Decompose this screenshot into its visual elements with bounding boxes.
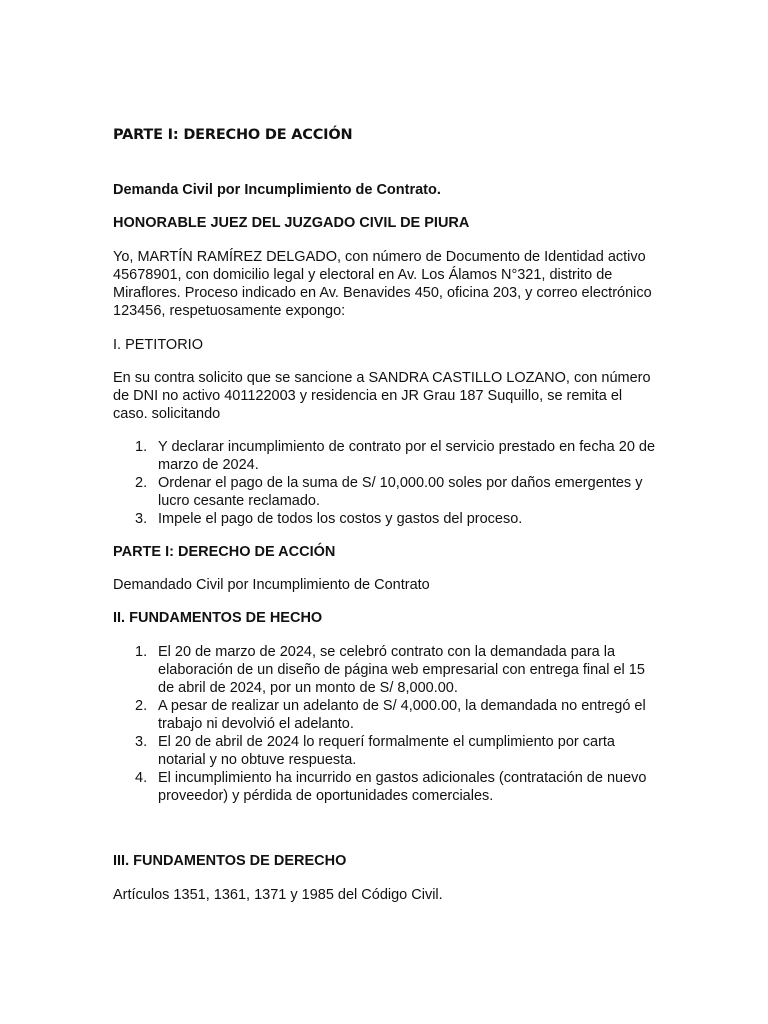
- list-item-number: 2.: [135, 698, 148, 714]
- list-item: [113, 769, 663, 805]
- fundamentos-hecho-heading: II. FUNDAMENTOS DE HECHO: [113, 610, 323, 626]
- fundamentos-derecho-heading: III. FUNDAMENTOS DE DERECHO: [113, 853, 347, 869]
- list-item-text: Ordenar el pago de la suma de S/ 10,000.00 soles por daños emergentes y lucro cesante reclamado.: [158, 475, 643, 509]
- section-heading-parte-1-repeat: PARTE I: DERECHO DE ACCIÓN: [113, 544, 336, 560]
- list-item-text: El 20 de abril de 2024 lo requerí formalmente el cumplimiento por carta notarial y no obtuve respuesta.: [158, 734, 615, 768]
- list-item: [113, 643, 663, 697]
- list-item: [113, 733, 663, 769]
- list-item-text: A pesar de realizar un adelanto de S/ 4,000.00, la demandada no entregó el trabajo ni devolvió el adelanto.: [158, 698, 646, 732]
- list-item-text: El incumplimiento ha incurrido en gastos adicionales (contratación de nuevo proveedor) y pérdida de oportunidades comerciales.: [158, 770, 647, 804]
- list-item-number: 4.: [135, 770, 148, 786]
- petitorio-list: [113, 438, 663, 528]
- list-item-text: Impele el pago de todos los costos y gastos del proceso.: [158, 511, 523, 527]
- list-item-number: 1.: [135, 644, 148, 660]
- list-item-text: Y declarar incumplimiento de contrato por el servicio prestado en fecha 20 de marzo de 2024.: [158, 439, 656, 473]
- petitorio-paragraph: En su contra solicito que se sancione a SANDRA CASTILLO LOZANO, con número de DNI no activo 401122003 y residencia en JR Grau 187 Suquillo, se remita el caso. solicitando: [113, 370, 651, 422]
- section-heading-parte-1: PARTE I: DERECHO DE ACCIÓN: [113, 127, 353, 143]
- fundamentos-derecho-text: Artículos 1351, 1361, 1371 y 1985 del Código Civil.: [113, 887, 443, 903]
- list-item-number: 1.: [135, 439, 148, 455]
- addressee-heading: HONORABLE JUEZ DEL JUZGADO CIVIL DE PIURA: [113, 215, 470, 231]
- document-subtitle: Demanda Civil por Incumplimiento de Contrato.: [113, 182, 441, 198]
- list-item-number: 3.: [135, 511, 148, 527]
- list-item-number: 3.: [135, 734, 148, 750]
- fundamentos-hecho-list: [113, 643, 663, 805]
- list-item-number: 2.: [135, 475, 148, 491]
- list-item: [113, 474, 663, 510]
- intro-paragraph: Yo, MARTÍN RAMÍREZ DELGADO, con número de Documento de Identidad activo 45678901, con domicilio legal y electoral en Av. Los Álamos N°321, distrito de Miraflores. Proceso indicado en Av. Benavides 450, oficina 203, y correo electrónico 123456, respetuosamente expongo:: [113, 249, 652, 319]
- demandado-line: Demandado Civil por Incumplimiento de Contrato: [113, 577, 430, 593]
- petitorio-heading: I. PETITORIO: [113, 337, 203, 353]
- document-page: [113, 0, 663, 1024]
- list-item: [113, 438, 663, 474]
- list-item-text: El 20 de marzo de 2024, se celebró contrato con la demandada para la elaboración de un diseño de página web empresarial con entrega final el 15 de abril de 2024, por un monto de S/ 8,000.00.: [158, 644, 645, 696]
- list-item: [113, 510, 663, 528]
- list-item: [113, 697, 663, 733]
